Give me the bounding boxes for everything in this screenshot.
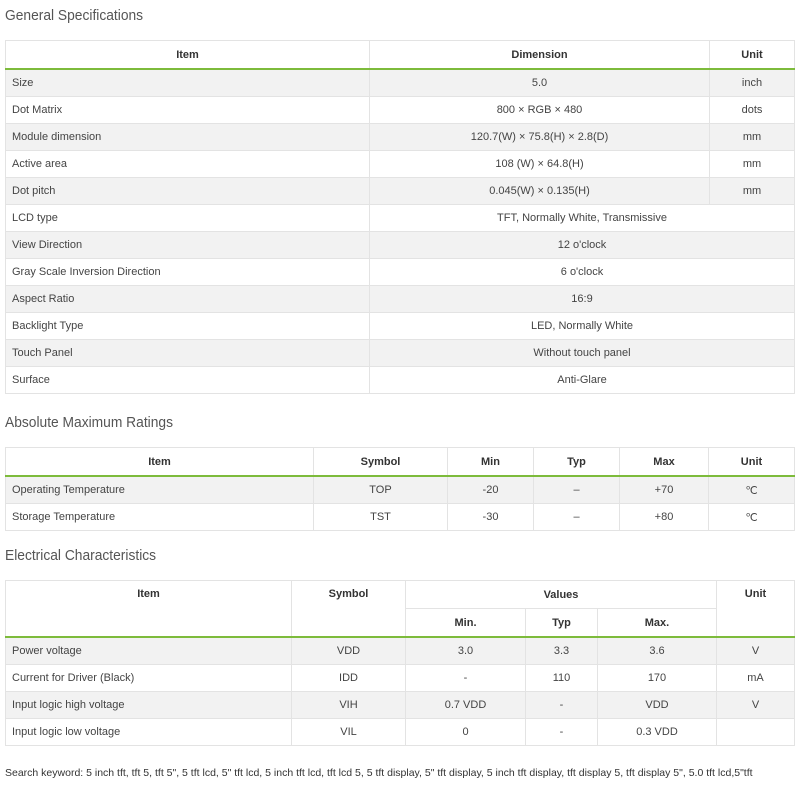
typ-cell: 110 <box>526 665 598 692</box>
item-cell: Size <box>6 69 370 97</box>
symbol-cell: VIH <box>292 692 406 719</box>
item-cell: Active area <box>6 151 370 178</box>
dimension-cell: 6 o'clock <box>370 259 795 286</box>
table-row <box>6 692 795 719</box>
general-specifications-table <box>5 40 795 394</box>
symbol-cell: VIL <box>292 719 406 746</box>
dimension-cell: Without touch panel <box>370 340 795 367</box>
electrical-characteristics-table <box>5 580 795 746</box>
electrical-characteristics-title: Electrical Characteristics <box>5 547 157 564</box>
unit-cell: V <box>717 637 795 665</box>
table-row <box>6 286 795 313</box>
dimension-cell: 5.0 <box>370 69 710 97</box>
unit-cell: inch <box>710 69 795 97</box>
item-cell: Touch Panel <box>6 340 370 367</box>
item-cell: Storage Temperature <box>6 504 314 531</box>
dimension-cell: 12 o'clock <box>370 232 795 259</box>
item-cell: Surface <box>6 367 370 394</box>
table-row <box>6 476 795 504</box>
header-item: Item <box>6 448 314 477</box>
header-typ: Typ <box>534 448 620 477</box>
dimension-cell: LED, Normally White <box>370 313 795 340</box>
unit-cell: mA <box>717 665 795 692</box>
max-cell: +70 <box>620 476 709 504</box>
table-row <box>6 259 795 286</box>
item-cell: Input logic high voltage <box>6 692 292 719</box>
item-cell: View Direction <box>6 232 370 259</box>
absolute-maximum-ratings-table <box>5 447 795 531</box>
min-cell: - <box>406 665 526 692</box>
absolute-maximum-ratings-title: Absolute Maximum Ratings <box>5 414 173 431</box>
header-item: Item <box>6 581 292 638</box>
dimension-cell: Anti-Glare <box>370 367 795 394</box>
dimension-cell: 16:9 <box>370 286 795 313</box>
unit-cell <box>717 719 795 746</box>
max-cell: VDD <box>598 692 717 719</box>
unit-cell: mm <box>710 151 795 178</box>
item-cell: Gray Scale Inversion Direction <box>6 259 370 286</box>
table-row <box>6 205 795 232</box>
header-values: Values <box>406 581 717 609</box>
table-row <box>6 367 795 394</box>
min-cell: 0 <box>406 719 526 746</box>
table-row <box>6 504 795 531</box>
table-row <box>6 69 795 97</box>
max-cell: 3.6 <box>598 637 717 665</box>
symbol-cell: VDD <box>292 637 406 665</box>
typ-cell: 3.3 <box>526 637 598 665</box>
search-keywords: Search keyword: 5 inch tft, tft 5, tft 5", 5 tft lcd, 5" tft lcd, 5 inch tft lcd, tft lcd 5, 5 tft display, 5" tft display, 5 inch tft display, tft display 5, tft display 5", 5.0 tft lcd,5"tft <box>5 767 753 779</box>
item-cell: Aspect Ratio <box>6 286 370 313</box>
table-row <box>6 313 795 340</box>
symbol-cell: TST <box>314 504 448 531</box>
min-cell: 3.0 <box>406 637 526 665</box>
dimension-cell: 108 (W) × 64.8(H) <box>370 151 710 178</box>
unit-cell: dots <box>710 97 795 124</box>
header-unit: Unit <box>709 448 795 477</box>
header-max: Max. <box>598 609 717 638</box>
item-cell: Dot pitch <box>6 178 370 205</box>
min-cell: -20 <box>448 476 534 504</box>
item-cell: Input logic low voltage <box>6 719 292 746</box>
header-min: Min <box>448 448 534 477</box>
header-max: Max <box>620 448 709 477</box>
header-unit: Unit <box>710 41 795 70</box>
typ-cell: - <box>526 692 598 719</box>
item-cell: Module dimension <box>6 124 370 151</box>
general-specifications-title: General Specifications <box>5 7 144 24</box>
dimension-cell: 0.045(W) × 0.135(H) <box>370 178 710 205</box>
header-typ: Typ <box>526 609 598 638</box>
dimension-cell: TFT, Normally White, Transmissive <box>370 205 795 232</box>
table-header-row <box>6 41 795 70</box>
min-cell: -30 <box>448 504 534 531</box>
typ-cell: – <box>534 476 620 504</box>
header-symbol: Symbol <box>292 581 406 638</box>
symbol-cell: TOP <box>314 476 448 504</box>
header-dimension: Dimension <box>370 41 710 70</box>
item-cell: Backlight Type <box>6 313 370 340</box>
item-cell: Operating Temperature <box>6 476 314 504</box>
unit-cell: ℃ <box>709 504 795 531</box>
dimension-cell: 800 × RGB × 480 <box>370 97 710 124</box>
max-cell: 170 <box>598 665 717 692</box>
table-row <box>6 97 795 124</box>
table-row <box>6 232 795 259</box>
table-row <box>6 637 795 665</box>
min-cell: 0.7 VDD <box>406 692 526 719</box>
dimension-cell: 120.7(W) × 75.8(H) × 2.8(D) <box>370 124 710 151</box>
table-header-row <box>6 581 795 609</box>
max-cell: +80 <box>620 504 709 531</box>
header-unit: Unit <box>717 581 795 638</box>
table-row <box>6 178 795 205</box>
symbol-cell: IDD <box>292 665 406 692</box>
table-row <box>6 340 795 367</box>
unit-cell: V <box>717 692 795 719</box>
typ-cell: - <box>526 719 598 746</box>
table-row <box>6 719 795 746</box>
max-cell: 0.3 VDD <box>598 719 717 746</box>
item-cell: LCD type <box>6 205 370 232</box>
table-row <box>6 665 795 692</box>
unit-cell: mm <box>710 178 795 205</box>
unit-cell: ℃ <box>709 476 795 504</box>
table-row <box>6 151 795 178</box>
table-header-row <box>6 448 795 477</box>
item-cell: Power voltage <box>6 637 292 665</box>
item-cell: Dot Matrix <box>6 97 370 124</box>
unit-cell: mm <box>710 124 795 151</box>
table-row <box>6 124 795 151</box>
header-item: Item <box>6 41 370 70</box>
typ-cell: – <box>534 504 620 531</box>
header-min: Min. <box>406 609 526 638</box>
header-symbol: Symbol <box>314 448 448 477</box>
item-cell: Current for Driver (Black) <box>6 665 292 692</box>
